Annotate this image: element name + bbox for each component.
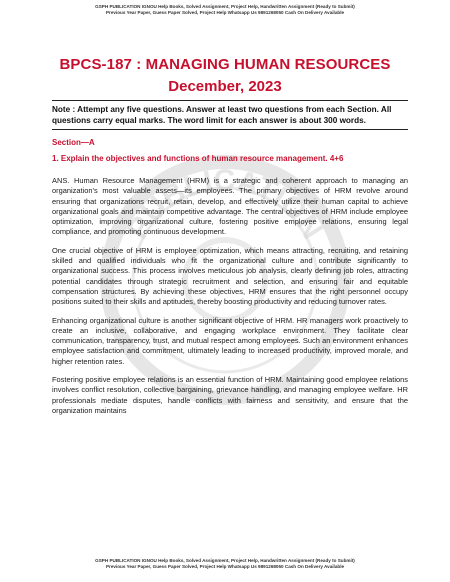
answer-paragraph: One crucial objective of HRM is employee optimization, which means attracting, recruiting, and retaining skilled and qualified individuals who fit the organizational culture and contribute significantly to organizational success. This process involves meticulous job analysis, clearly defining job roles, attracting potential candidates through strategic recruitment and selection, and ensuring fair and equitable compensation structures. By achieving these objectives, HRM ensures that the right personnel occupy positions suited to their skills and aptitudes, thereby boosting productivity and reducing turnover rates. [52,245,408,307]
exam-date: December, 2023 [168,78,282,95]
header-line-1: GSPH PUBLICATION IGNOU Help Books, Solved Assignment, Project Help, Handwritten Assignment (Ready to Submit) [95,4,355,9]
exam-note: Note : Attempt any five questions. Answer at least two questions from each Section. All questions carry equal marks. The word limit for each answer is about 300 words. [52,100,408,130]
footer-line-2: Previous Year Paper, Guess Paper Solved, Project Help Whatsapp Us 9891268050 Cash On Delivery Available [105,564,345,569]
watermark-text: PUBLICATION [121,163,329,245]
document-title: BPCS-187 : MANAGING HUMAN RESOURCES [59,56,391,73]
answer-body [52,176,408,424]
answer-paragraph: ANS. Human Resource Management (HRM) is a strategic and coherent approach to managing an organization's most valuable assets—its employees. The primary objectives of HRM revolve around ensuring that organizations recruit, retain, develop, and effectively utilize their human capital to achieve organizational goals and maintain competitive advantage. The central objectives of HRM include employee optimization, improving organizational culture, fostering positive employee relations, ensuring legal compliance, and promoting continuous development. [52,176,408,237]
footer-line-1: GSPH PUBLICATION IGNOU Help Books, Solved Assignment, Project Help, Handwritten Assignment (Ready to Submit) [95,558,355,563]
answer-paragraph: Enhancing organizational culture is another significant objective of HRM. HR managers work proactively to create an inclusive, collaborative, and engaging workplace environment. They facilitate clear communication, transparency, trust, and mutual respect among employees. Such an environment enhances employee satisfaction and commitment, ultimately leading to increased productivity, improved morale, and higher retention rates. [52,315,408,366]
question-heading: 1. Explain the objectives and functions of human resource management. 4+6 [52,154,344,163]
page-header [40,4,410,16]
page-footer [40,558,410,570]
section-heading: Section—A [52,138,95,147]
header-line-2: Previous Year Paper, Guess Paper Solved, Project Help Whatsapp Us 9891268050 Cash On Delivery Available [105,10,345,15]
answer-paragraph: Fostering positive employee relations is an essential function of HRM. Maintaining good employee relations involves conflict resolution, collective bargaining, grievance handling, and managing employee welfare. HR professionals mediate disputes, handle conflicts with fairness and sensitivity, and ensure that the organization maintains [52,375,408,415]
